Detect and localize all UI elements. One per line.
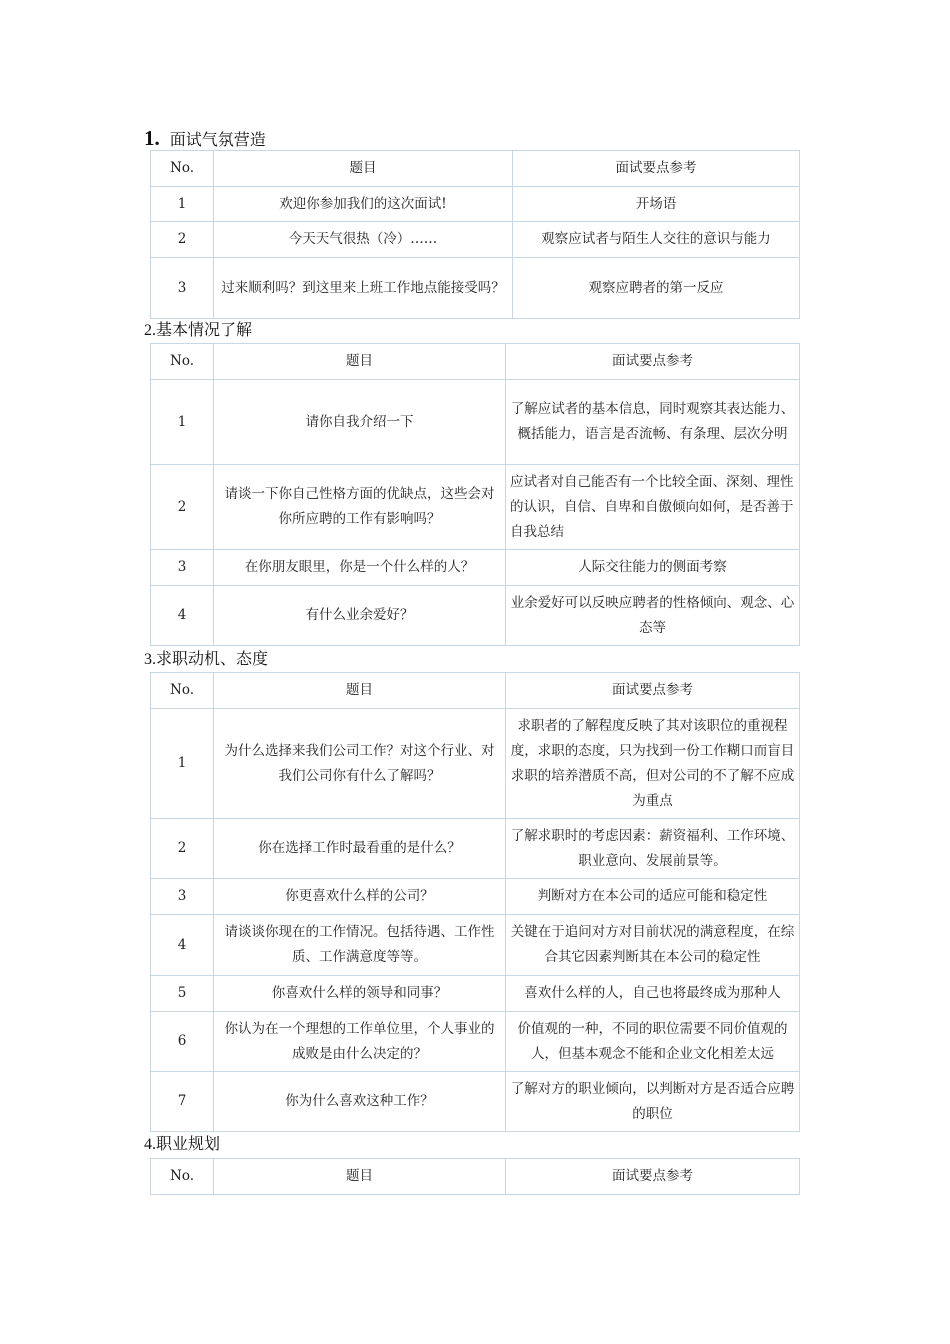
table-row	[151, 879, 800, 915]
section-number: 4.	[144, 1136, 156, 1153]
header-no: No.	[151, 151, 214, 187]
cell-question: 请谈一下你自己性格方面的优缺点，这些会对你所应聘的工作有影响吗？	[214, 465, 506, 550]
header-question: 题目	[214, 344, 506, 380]
table-header-row	[151, 151, 800, 187]
section-heading-3	[144, 649, 268, 670]
table-row	[151, 187, 800, 222]
cell-reference: 判断对方在本公司的适应可能和稳定性	[506, 879, 800, 915]
cell-reference: 业余爱好可以反映应聘者的性格倾向、观念、心态等	[506, 586, 800, 646]
table-row	[151, 380, 800, 465]
table-row	[151, 915, 800, 976]
cell-reference: 了解应试者的基本信息，同时观察其表达能力、概括能力，语言是否流畅、有条理、层次分明	[506, 380, 800, 465]
cell-question: 你更喜欢什么样的公司？	[214, 879, 506, 915]
header-no: No.	[151, 1159, 214, 1195]
section-title: 基本情况了解	[156, 320, 253, 339]
header-no: No.	[151, 673, 214, 709]
table-section-1	[150, 150, 800, 319]
table-row	[151, 222, 800, 258]
cell-question: 在你朋友眼里，你是一个什么样的人？	[214, 550, 506, 586]
cell-question: 今天天气很热（冷）……	[214, 222, 513, 258]
cell-no: 2	[151, 222, 214, 258]
section-title: 职业规划	[156, 1134, 221, 1153]
section-title: 求职动机、态度	[156, 649, 269, 668]
table-header-row	[151, 1159, 800, 1195]
cell-question: 你为什么喜欢这种工作？	[214, 1072, 506, 1132]
header-question: 题目	[214, 151, 513, 187]
cell-no: 4	[151, 915, 214, 976]
header-no: No.	[151, 344, 214, 380]
cell-reference: 了解求职时的考虑因素：薪资福利、工作环境、职业意向、发展前景等。	[506, 819, 800, 879]
section-number: 3.	[144, 651, 156, 668]
cell-reference: 了解对方的职业倾向，以判断对方是否适合应聘的职位	[506, 1072, 800, 1132]
cell-reference: 观察应试者与陌生人交往的意识与能力	[513, 222, 800, 258]
table-row	[151, 465, 800, 550]
cell-reference: 价值观的一种，不同的职位需要不同价值观的人，但基本观念不能和企业文化相差太远	[506, 1012, 800, 1072]
table-row	[151, 1012, 800, 1072]
cell-no: 1	[151, 380, 214, 465]
table-row	[151, 258, 800, 319]
header-question: 题目	[214, 673, 506, 709]
table-header-row	[151, 673, 800, 709]
cell-question: 欢迎你参加我们的这次面试!	[214, 187, 513, 222]
section-number: 1.	[144, 126, 160, 150]
cell-no: 6	[151, 1012, 214, 1072]
cell-question: 你认为在一个理想的工作单位里，个人事业的成败是由什么决定的？	[214, 1012, 506, 1072]
header-question: 题目	[214, 1159, 506, 1195]
cell-no: 1	[151, 709, 214, 819]
cell-reference: 开场语	[513, 187, 800, 222]
cell-reference: 关键在于追问对方对目前状况的满意程度，在综合其它因素判断其在本公司的稳定性	[506, 915, 800, 976]
table-row	[151, 976, 800, 1012]
section-heading-2	[144, 320, 252, 341]
table-row	[151, 550, 800, 586]
cell-no: 3	[151, 258, 214, 319]
cell-no: 1	[151, 187, 214, 222]
table-row	[151, 1072, 800, 1132]
cell-no: 3	[151, 879, 214, 915]
header-reference: 面试要点参考	[506, 1159, 800, 1195]
header-reference: 面试要点参考	[506, 673, 800, 709]
cell-reference: 求职者的了解程度反映了其对该职位的重视程度，求职的态度，只为找到一份工作糊口而盲目求职的培养潜质不高，但对公司的不了解不应成为重点	[506, 709, 800, 819]
cell-question: 过来顺利吗？到这里来上班工作地点能接受吗？	[214, 258, 513, 319]
cell-reference: 喜欢什么样的人，自己也将最终成为那种人	[506, 976, 800, 1012]
cell-no: 4	[151, 586, 214, 646]
section-heading-4	[144, 1134, 220, 1155]
cell-question: 为什么选择来我们公司工作？对这个行业、对我们公司你有什么了解吗？	[214, 709, 506, 819]
table-section-2	[150, 343, 800, 646]
table-row	[151, 586, 800, 646]
cell-no: 2	[151, 465, 214, 550]
cell-question: 有什么业余爱好？	[214, 586, 506, 646]
section-title: 面试气氛营造	[169, 130, 266, 149]
table-section-3	[150, 672, 800, 1132]
table-section-4	[150, 1158, 800, 1195]
cell-no: 5	[151, 976, 214, 1012]
cell-reference: 应试者对自己能否有一个比较全面、深刻、理性的认识，自信、自卑和自傲倾向如何，是否善于自我总结	[506, 465, 800, 550]
cell-no: 2	[151, 819, 214, 879]
cell-reference: 观察应聘者的第一反应	[513, 258, 800, 319]
cell-question: 请你自我介绍一下	[214, 380, 506, 465]
header-reference: 面试要点参考	[513, 151, 800, 187]
cell-question: 你喜欢什么样的领导和同事？	[214, 976, 506, 1012]
section-number: 2.	[144, 322, 156, 339]
header-reference: 面试要点参考	[506, 344, 800, 380]
table-header-row	[151, 344, 800, 380]
table-row	[151, 709, 800, 819]
cell-no: 7	[151, 1072, 214, 1132]
table-row	[151, 819, 800, 879]
cell-question: 你在选择工作时最看重的是什么？	[214, 819, 506, 879]
cell-reference: 人际交往能力的侧面考察	[506, 550, 800, 586]
cell-no: 3	[151, 550, 214, 586]
section-heading-1	[144, 128, 266, 150]
cell-question: 请谈谈你现在的工作情况。包括待遇、工作性质、工作满意度等等。	[214, 915, 506, 976]
